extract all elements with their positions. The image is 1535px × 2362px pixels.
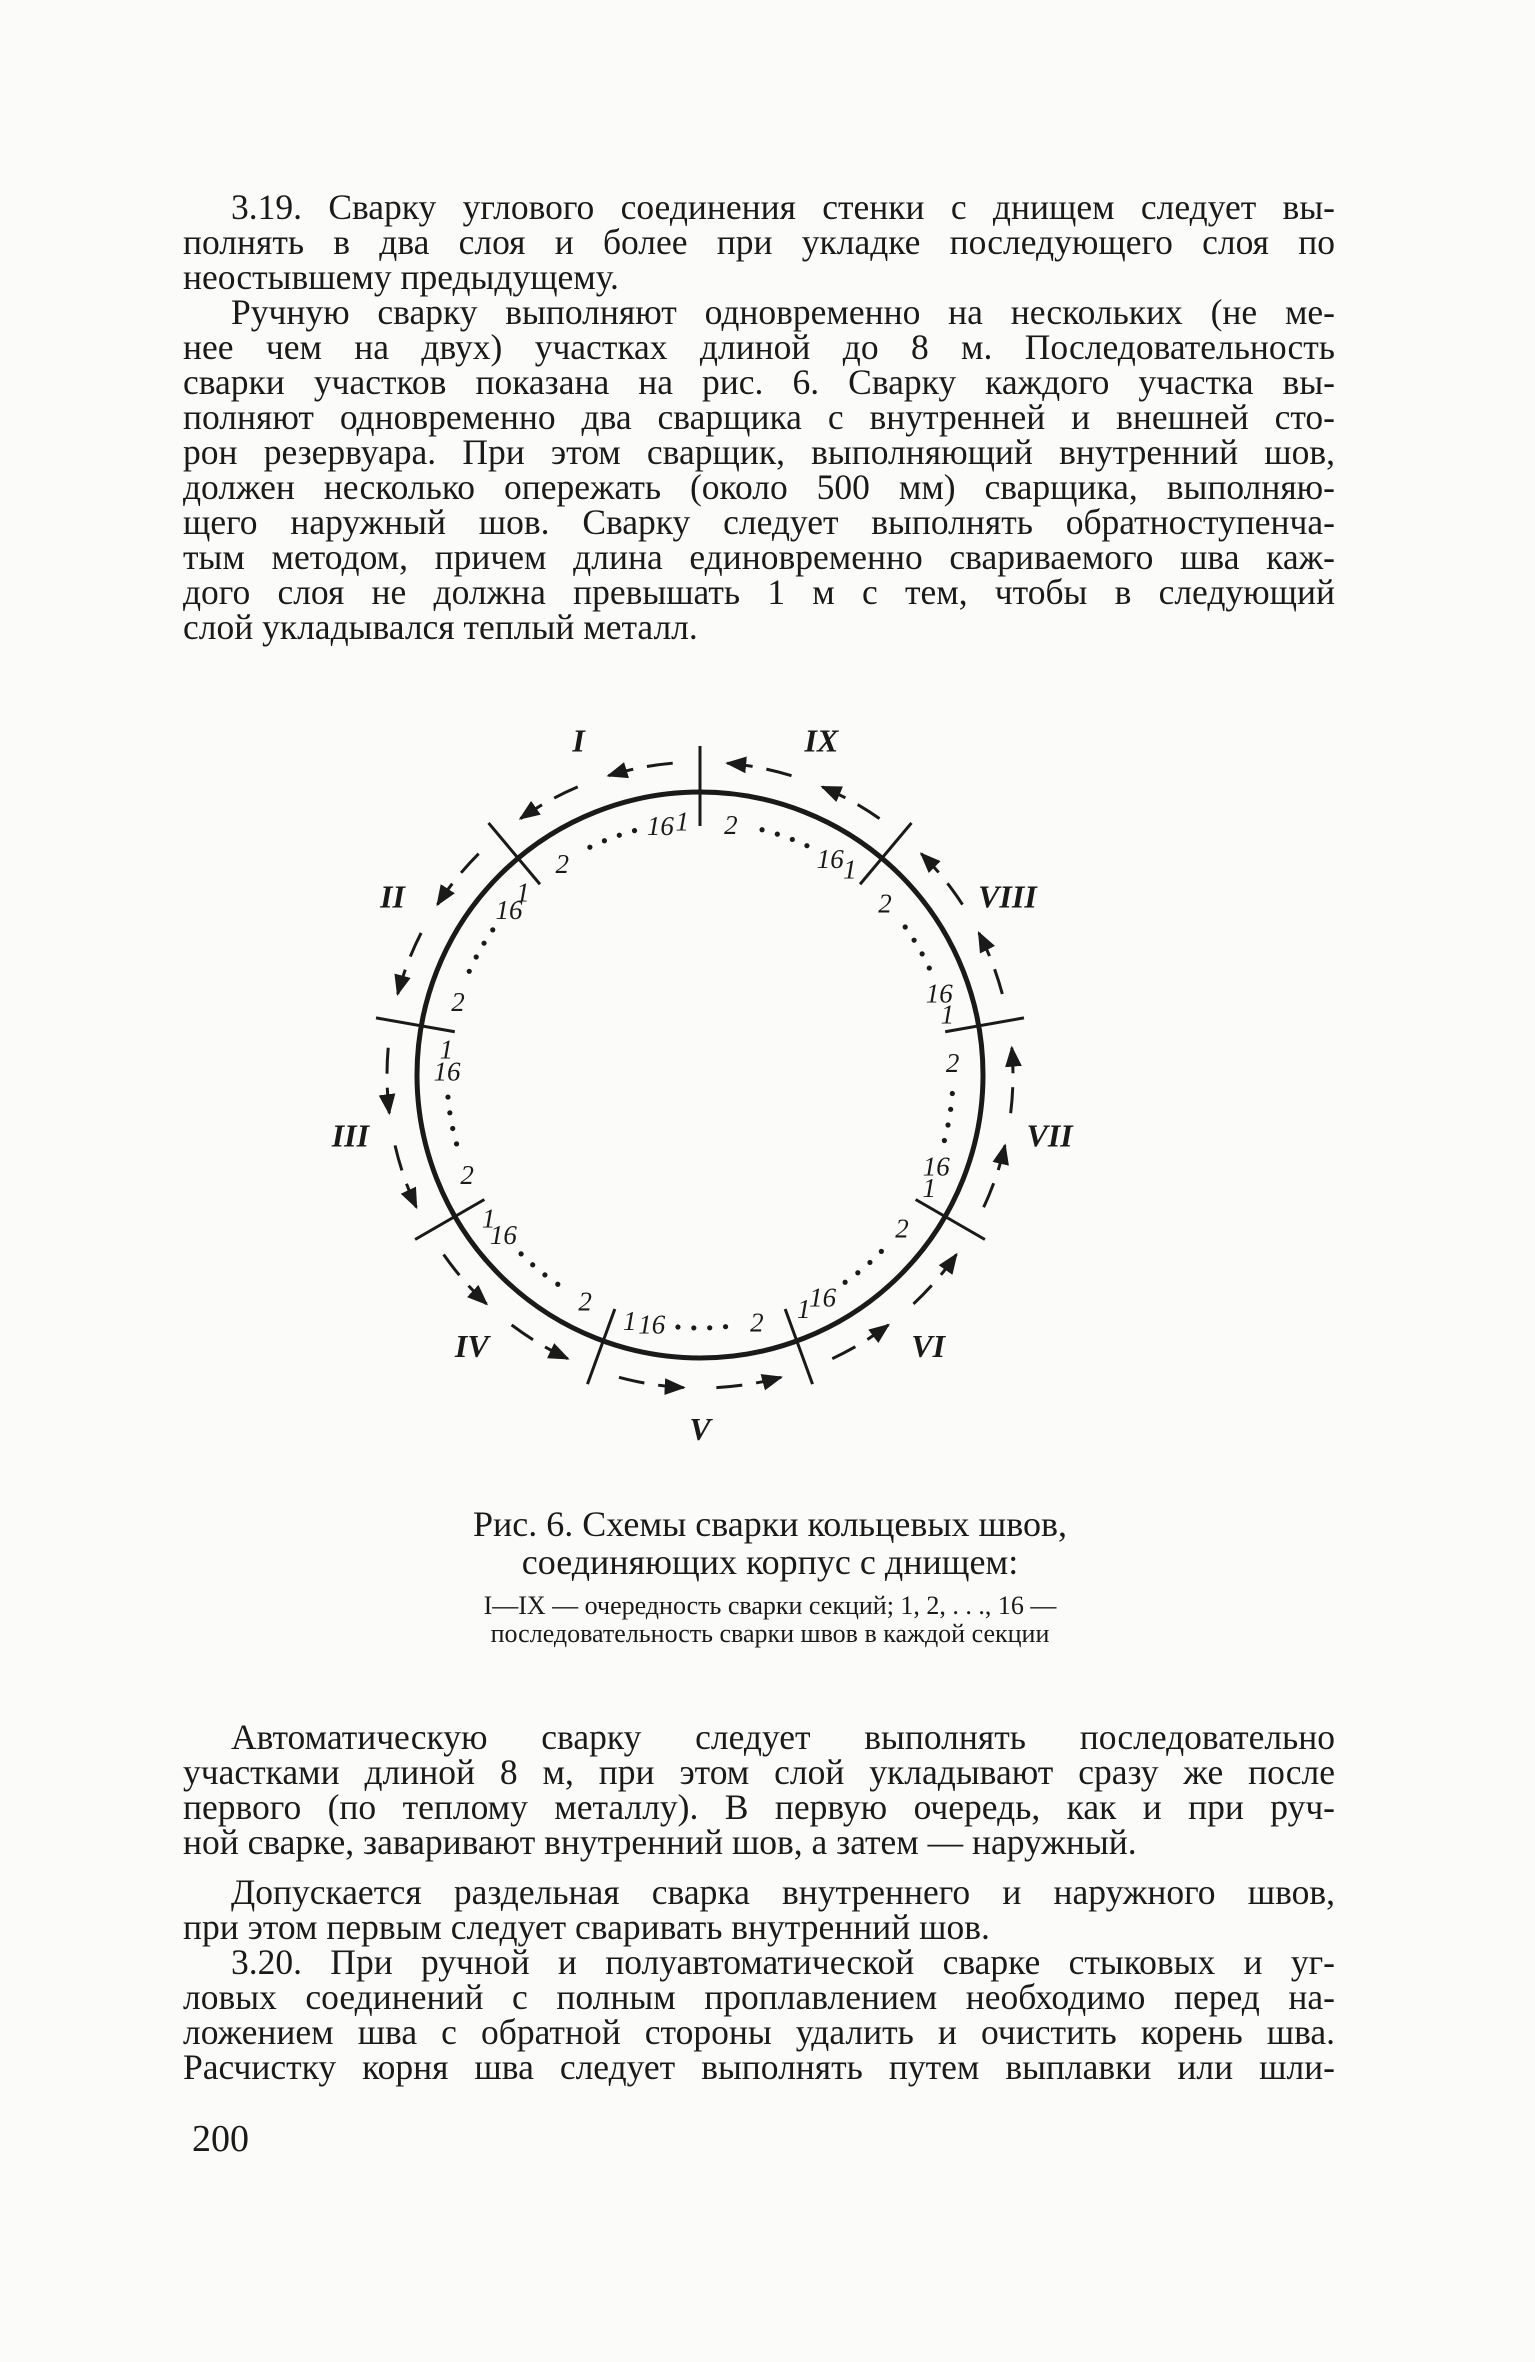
direction-arrow — [512, 1325, 568, 1359]
weld-sequence-numbers — [434, 807, 960, 1340]
sequence-dot — [450, 1126, 455, 1131]
direction-arrow — [619, 1377, 684, 1387]
manual-welding-paragraph — [183, 292, 1335, 647]
text-line: щего наружный шов. Сварку следует выполнять обратноступенча- — [183, 502, 1335, 542]
sequence-number: 2 — [945, 1047, 960, 1078]
sequence-dot — [879, 1249, 884, 1254]
sequence-dot — [454, 1141, 459, 1146]
automatic-welding-paragraph — [183, 1717, 1335, 1862]
sequence-number: 16 — [922, 1151, 950, 1182]
sequence-dot — [759, 827, 764, 832]
direction-arrow — [520, 787, 577, 819]
section-label: IV — [454, 1327, 489, 1364]
text-line: ной сварке, заваривают внутренний шов, а затем — наружный. — [183, 1822, 1137, 1862]
sequence-number: 2 — [895, 1213, 909, 1244]
sequence-number: 16 — [495, 895, 523, 926]
direction-arrow — [395, 1145, 416, 1207]
ring-weld-diagram — [331, 700, 1150, 1490]
sequence-dot — [950, 1091, 955, 1096]
sequence-dot — [903, 924, 908, 929]
text-line: ложением шва с обратной стороны удалить и очистить корень шва. — [183, 2012, 1335, 2052]
sequence-number: 1 — [622, 1306, 637, 1337]
sequence-dot — [707, 1325, 712, 1330]
sequence-dot — [775, 832, 780, 837]
text-line: слой укладывался теплый металл. — [183, 607, 698, 647]
direction-arrow — [822, 787, 879, 819]
sequence-number: 1 — [940, 999, 955, 1030]
section-dividers — [376, 746, 1024, 1384]
sequence-dot — [790, 837, 795, 842]
text-line: 3.19. Сварку углового соединения стенки с днищем следует вы- — [231, 187, 1335, 227]
figure-legend: I—IX — очередность сварки секций; 1, 2, . . ., 16 — — [483, 1591, 1057, 1620]
text-line: неостывшему предыдущему. — [183, 257, 619, 297]
text-line: при этом первым следует сваривать внутренний шов. — [183, 1907, 990, 1947]
sequence-dot — [481, 941, 486, 946]
sequence-dot — [632, 828, 637, 833]
sequence-dot — [519, 1251, 524, 1256]
section-label: VII — [1026, 1117, 1073, 1154]
sequence-dot — [843, 1280, 848, 1285]
direction-arrow — [398, 933, 421, 994]
sequence-dot — [942, 1138, 947, 1143]
direction-arrow — [1011, 1048, 1013, 1113]
direction-arrow — [984, 1145, 1005, 1207]
sequence-dot — [691, 1325, 696, 1330]
sequence-number: 1 — [922, 1172, 936, 1203]
text-line: рон резервуара. При этом сварщик, выполняющий внутренний шов, — [183, 432, 1335, 472]
text-line: Автоматическую сварку следует выполнять последовательно — [231, 1717, 1335, 1757]
sequence-dot — [675, 1324, 680, 1329]
sequence-dot — [945, 1122, 950, 1127]
direction-arrow — [921, 854, 962, 905]
text-line: тым методом, причем длина единовременно свариваемого шва каж- — [183, 537, 1335, 577]
direction-arrow — [444, 1255, 487, 1304]
section-label: V — [689, 1411, 711, 1447]
separate-welding-paragraph — [183, 1872, 1335, 1947]
text-line: должен несколько опережать (около 500 мм) сварщика, выполняю- — [183, 467, 1335, 507]
sequence-dot — [920, 951, 925, 956]
weld-ring — [417, 792, 983, 1358]
sequence-dot — [490, 927, 495, 932]
direction-arrow — [387, 1048, 389, 1113]
sequence-number: 16 — [433, 1056, 461, 1087]
sequence-number: 1 — [796, 1293, 811, 1324]
section-label: IX — [804, 722, 839, 759]
direction-arrow — [979, 933, 1002, 994]
section-divider-tick — [376, 1018, 455, 1032]
figure-caption-title: Рис. 6. Схемы сварки кольцевых швов, — [472, 1504, 1068, 1544]
sequence-dot — [867, 1260, 872, 1265]
figure-legend: последовательность сварки швов в каждой секции — [490, 1619, 1050, 1648]
sequence-number: 16 — [638, 1309, 666, 1340]
welding-direction-arrows — [387, 763, 1013, 1387]
sequence-number: 2 — [555, 848, 569, 879]
text-line: ловых соединений с полным проплавлением необходимо перед на- — [183, 1977, 1335, 2017]
section-label: II — [380, 878, 406, 915]
sequence-number: 1 — [843, 854, 857, 885]
text-line: участками длиной 8 м, при этом слой укладывают сразу же после — [183, 1752, 1335, 1792]
text-line: дого слоя не должна превышать 1 м с тем, чтобы в следующий — [183, 572, 1335, 612]
sequence-number: 1 — [481, 1203, 496, 1234]
sequence-dot — [855, 1270, 860, 1275]
direction-arrow — [716, 1377, 781, 1387]
sequence-dot — [927, 965, 932, 970]
sequence-dot — [723, 1324, 728, 1329]
page-number: 200 — [192, 2118, 249, 2160]
section-label: VIII — [978, 878, 1037, 915]
sequence-number: 2 — [878, 888, 892, 919]
sequence-number: 16 — [925, 978, 953, 1009]
sequence-number: 2 — [460, 1159, 474, 1190]
sequence-dot — [530, 1262, 535, 1267]
sequence-number: 16 — [489, 1220, 517, 1251]
sequence-dot — [911, 938, 916, 943]
text-line: Расчистку корня шва следует выполнять путем выплавки или шли- — [183, 2047, 1335, 2087]
sequence-number: 16 — [809, 1282, 837, 1313]
section-label: VI — [911, 1327, 946, 1364]
sequence-dot — [467, 969, 472, 974]
direction-arrow — [727, 763, 791, 775]
sequence-dot — [542, 1272, 547, 1277]
text-line: нее чем на двух) участках длиной до 8 м. Последовательность — [183, 327, 1335, 367]
text-line: 3.20. При ручной и полуавтоматической сварке стыковых и уг- — [231, 1942, 1335, 1982]
sequence-dot — [948, 1107, 953, 1112]
figure-caption-subtitle: соединяющих корпус с днищем: — [521, 1542, 1019, 1582]
sequence-number: 1 — [439, 1034, 454, 1065]
sequence-number: 16 — [816, 844, 844, 875]
sequence-dot — [617, 833, 622, 838]
sequence-dot — [804, 843, 809, 848]
section-3-20-paragraph — [183, 1942, 1335, 2087]
text-line: Ручную сварку выполняют одновременно на нескольких (не ме- — [231, 292, 1335, 332]
sequence-number: 16 — [646, 811, 674, 842]
text-line: первого (по теплому металлу). В первую очередь, как и при руч- — [183, 1787, 1335, 1827]
sequence-number: 2 — [451, 987, 465, 1018]
sequence-number: 2 — [724, 809, 738, 840]
section-label: I — [572, 722, 585, 759]
text-line: полняют одновременно два сварщика с внутренней и внешней сто- — [183, 397, 1335, 437]
section-divider-tick — [945, 1018, 1024, 1032]
section-divider-tick — [587, 1309, 614, 1384]
sequence-dot — [587, 845, 592, 850]
sequence-number: 1 — [516, 877, 530, 908]
direction-arrow — [608, 763, 672, 775]
direction-arrow — [913, 1255, 956, 1304]
text-line: сварки участков показана на рис. 6. Сварку каждого участка вы- — [183, 362, 1335, 402]
sequence-dot — [447, 1110, 452, 1115]
direction-arrow — [437, 854, 478, 905]
sequence-number: 2 — [578, 1286, 592, 1317]
sequence-dot — [474, 954, 479, 959]
section-label: III — [331, 1117, 370, 1154]
sequence-number: 1 — [675, 806, 689, 837]
sequence-dot — [602, 838, 607, 843]
sequence-dot — [555, 1282, 560, 1287]
section-3-19-paragraph — [183, 187, 1335, 297]
direction-arrow — [832, 1325, 888, 1359]
sequence-number: 2 — [750, 1307, 764, 1338]
text-line: Допускается раздельная сварка внутреннего и наружного швов, — [231, 1872, 1335, 1912]
sequence-dot — [445, 1094, 450, 1099]
text-line: полнять в два слоя и более при укладке последующего слоя по — [183, 222, 1335, 262]
